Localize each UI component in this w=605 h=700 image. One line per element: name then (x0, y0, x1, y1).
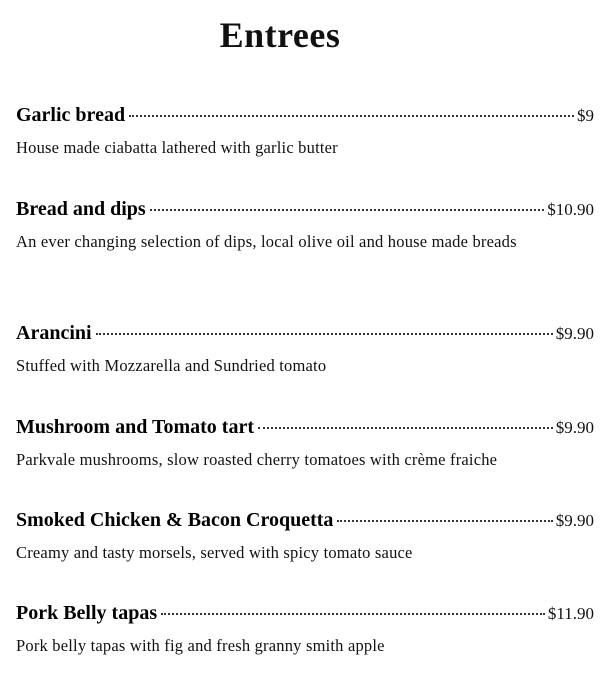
menu-item-header (16, 322, 594, 345)
menu-item-price: $9.90 (555, 418, 594, 437)
menu-item-name: Garlic bread (16, 104, 126, 126)
menu-item-arancini (16, 322, 594, 381)
menu-item-price: $9.90 (555, 324, 594, 343)
menu-item-header (16, 509, 594, 532)
menu-item-name: Pork Belly tapas (16, 602, 158, 624)
menu-item-header (16, 104, 594, 127)
dotted-leader (258, 427, 553, 429)
menu-item-name: Mushroom and Tomato tart (16, 416, 254, 438)
menu-item-description: An ever changing selection of dips, local olive oil and house made breads (16, 232, 517, 251)
menu-item-header (16, 602, 594, 625)
menu-item-bread-and-dips (16, 198, 594, 257)
menu-item-mushroom-tomato-tart (16, 416, 594, 475)
menu-item-garlic-bread (16, 104, 594, 163)
menu-item-name: Smoked Chicken & Bacon Croquetta (16, 509, 334, 531)
menu-item-description: House made ciabatta lathered with garlic butter (16, 138, 338, 157)
menu-item-description: Parkvale mushrooms, slow roasted cherry tomatoes with crème fraiche (16, 450, 498, 469)
menu-item-price: $9 (577, 106, 594, 125)
dotted-leader (96, 333, 553, 335)
menu-item-header (16, 198, 594, 221)
menu-item-price: $11.90 (547, 604, 594, 623)
dotted-leader (337, 520, 552, 522)
menu-item-description: Stuffed with Mozzarella and Sundried tomato (16, 356, 327, 375)
menu-item-name: Bread and dips (16, 198, 146, 220)
menu-item-chicken-bacon-croquetta (16, 509, 594, 568)
menu-item-price: $9.90 (555, 511, 594, 530)
menu-item-description: Pork belly tapas with fig and fresh granny smith apple (16, 636, 385, 655)
dotted-leader (150, 209, 545, 211)
dotted-leader (129, 115, 574, 117)
menu-item-header (16, 416, 594, 439)
dotted-leader (161, 613, 545, 615)
menu-item-description: Creamy and tasty morsels, served with spicy tomato sauce (16, 543, 413, 562)
menu-item-pork-belly-tapas (16, 602, 594, 661)
menu-item-price: $10.90 (547, 200, 594, 219)
menu-item-name: Arancini (16, 322, 92, 344)
page-title: Entrees (219, 15, 341, 55)
